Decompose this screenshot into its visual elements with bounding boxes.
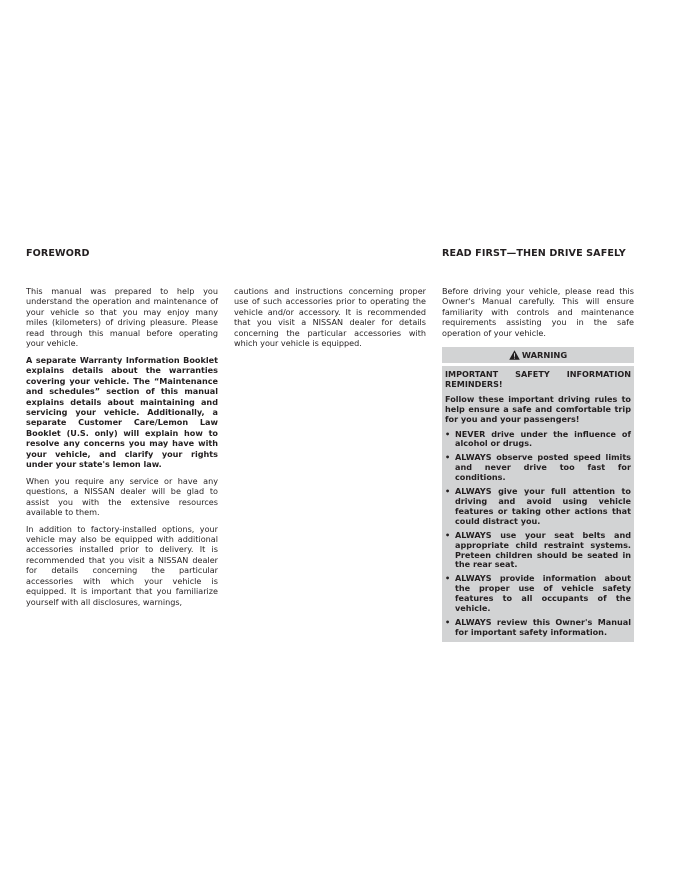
accessories-paragraph: In addition to factory-installed options, your vehicle may also be equipped with additional accessories installed prior to delivery. It is recommended that you visit a NISSAN dealer for details concerning the particular accessories with which your vehicle is equipped. It is important that you familiarize yourself with all disclosures, warnings, — [26, 523, 218, 607]
foreword-heading: FOREWORD — [26, 248, 90, 259]
service-paragraph: When you require any service or have any questions, a NISSAN dealer will be glad to assist you with the extensive resources available to them. — [26, 475, 218, 518]
bullet-glyph: • — [445, 452, 451, 463]
warning-list-item-text: ALWAYS review this Owner's Manual for important safety information. — [455, 616, 631, 637]
read-first-column — [442, 286, 634, 344]
read-first-heading: READ FIRST—THEN DRIVE SAFELY — [442, 248, 626, 259]
warning-list-item — [445, 453, 631, 483]
warning-list-item — [445, 531, 631, 571]
warranty-booklet-paragraph: A separate Warranty Information Booklet explains details about the warranties covering your vehicle. The “Maintenance and schedules” section of this manual explains details about maintaining and servicing your vehicle. Additionally, a separate Customer Care/Lemon Law Booklet (U.S. only) will explain how to resolve any concerns you may have with your vehicle, and clarify your rights under your state's lemon law. — [26, 354, 218, 470]
bullet-glyph: • — [445, 428, 451, 439]
bullet-glyph: • — [445, 486, 451, 497]
warning-lead: Follow these important driving rules to help ensure a safe and comfortable trip for you and your passengers! — [445, 393, 631, 424]
bullet-glyph: • — [445, 616, 451, 627]
bullet-glyph: • — [445, 573, 451, 584]
warning-label: WARNING — [521, 350, 568, 360]
foreword-intro-paragraph: This manual was prepared to help you understand the operation and maintenance of your vehicle so that you may enjoy many miles (kilometers) of driving pleasure. Please read through this manual before operating your vehicle. — [26, 286, 218, 349]
warning-list — [445, 430, 631, 638]
warning-header — [442, 347, 634, 363]
foreword-column-1 — [26, 286, 218, 607]
foreword-column-2 — [234, 286, 426, 355]
read-first-intro-paragraph: Before driving your vehicle, please read this Owner's Manual carefully. This will ensure familiarity with controls and maintenance requirements assisting you in the safe operation of your vehicle. — [442, 286, 634, 338]
warning-list-item — [445, 430, 631, 450]
accessories-paragraph-continued: cautions and instructions concerning proper use of such accessories prior to operating the vehicle and/or accessory. It is recommended that you visit a NISSAN dealer for details concerning the particular accessories with which your vehicle is equipped. — [234, 286, 426, 349]
warning-triangle-icon — [509, 350, 520, 360]
warning-title: IMPORTANT SAFETY INFORMATION REMINDERS! — [445, 369, 631, 389]
warning-list-item-text: ALWAYS observe posted speed limits and never drive too fast for conditions. — [455, 452, 631, 483]
warning-list-item-text: ALWAYS provide information about the proper use of vehicle safety features to all occupants of the vehicle. — [455, 573, 631, 614]
warning-box — [442, 347, 634, 642]
warning-list-item — [445, 574, 631, 614]
warning-list-item — [445, 487, 631, 527]
warning-list-item-text: ALWAYS use your seat belts and appropriate child restraint systems. Preteen children should be seated in the rear seat. — [455, 529, 631, 570]
warning-list-item-text: ALWAYS give your full attention to driving and avoid using vehicle features or taking other actions that could distract you. — [455, 486, 631, 526]
bullet-glyph: • — [445, 529, 451, 540]
warning-body — [442, 366, 634, 642]
warning-list-item-text: NEVER drive under the influence of alcohol or drugs. — [455, 428, 631, 449]
warning-list-item — [445, 618, 631, 638]
